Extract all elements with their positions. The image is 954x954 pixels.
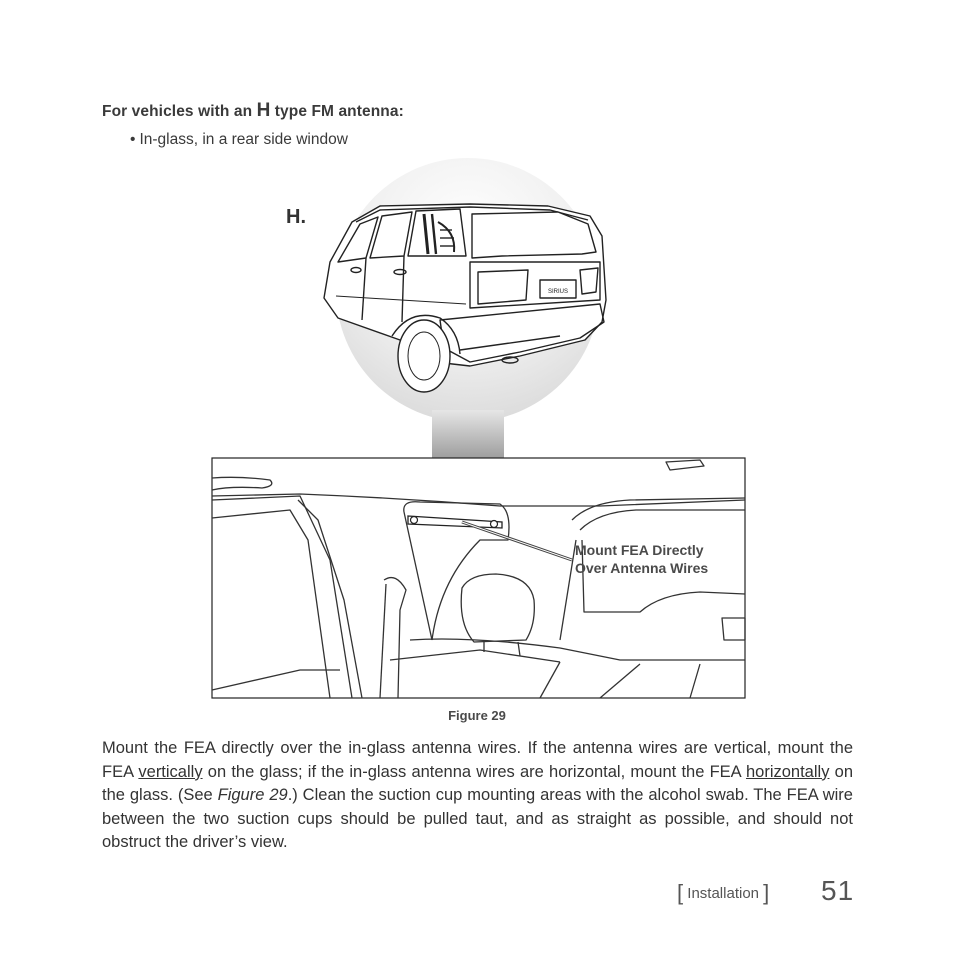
figure-caption: Figure 29	[448, 708, 506, 723]
callout-label	[575, 541, 745, 577]
body-paragraph	[102, 737, 853, 855]
body-text-3: on the glass. (See	[102, 762, 854, 804]
license-plate-text: SIRIUS	[547, 289, 569, 295]
body-text-1: Mount the FEA directly over the in-glass antenna wires. If the antenna wires are vertical, mount the FEA	[102, 739, 853, 781]
heading-prefix: For vehicles with an	[102, 103, 257, 120]
bullet-dot: •	[130, 131, 136, 148]
heading-suffix: type FM antenna:	[270, 103, 404, 120]
open-bracket: [	[677, 880, 684, 905]
footer-section-label	[677, 880, 769, 906]
underlined-vertically: vertically	[138, 762, 203, 781]
figure-reference: Figure 29	[217, 786, 288, 804]
bullet-text: In-glass, in a rear side window	[139, 131, 348, 148]
section-name: Installation	[683, 885, 764, 902]
figure-label: H.	[286, 206, 306, 228]
callout-line-1: Mount FEA Directly	[575, 542, 704, 558]
rear-wheel	[398, 320, 450, 392]
underlined-horizontally: horizontally	[745, 762, 830, 781]
heading-letter: H	[256, 100, 271, 121]
page-number: 51	[821, 875, 855, 906]
close-bracket: ]	[763, 880, 770, 905]
body-text-4: .) Clean the suction cup mounting areas with the alcohol swab. The FEA wire between the two suction cups should be pulled taut, and as straight as possible, and should not obstruct the driver’s view.	[102, 786, 853, 851]
body-text-2: on the glass; if the in-glass antenna wires are horizontal, mount the FEA	[202, 762, 746, 781]
callout-line-2: Over Antenna Wires	[575, 560, 709, 576]
